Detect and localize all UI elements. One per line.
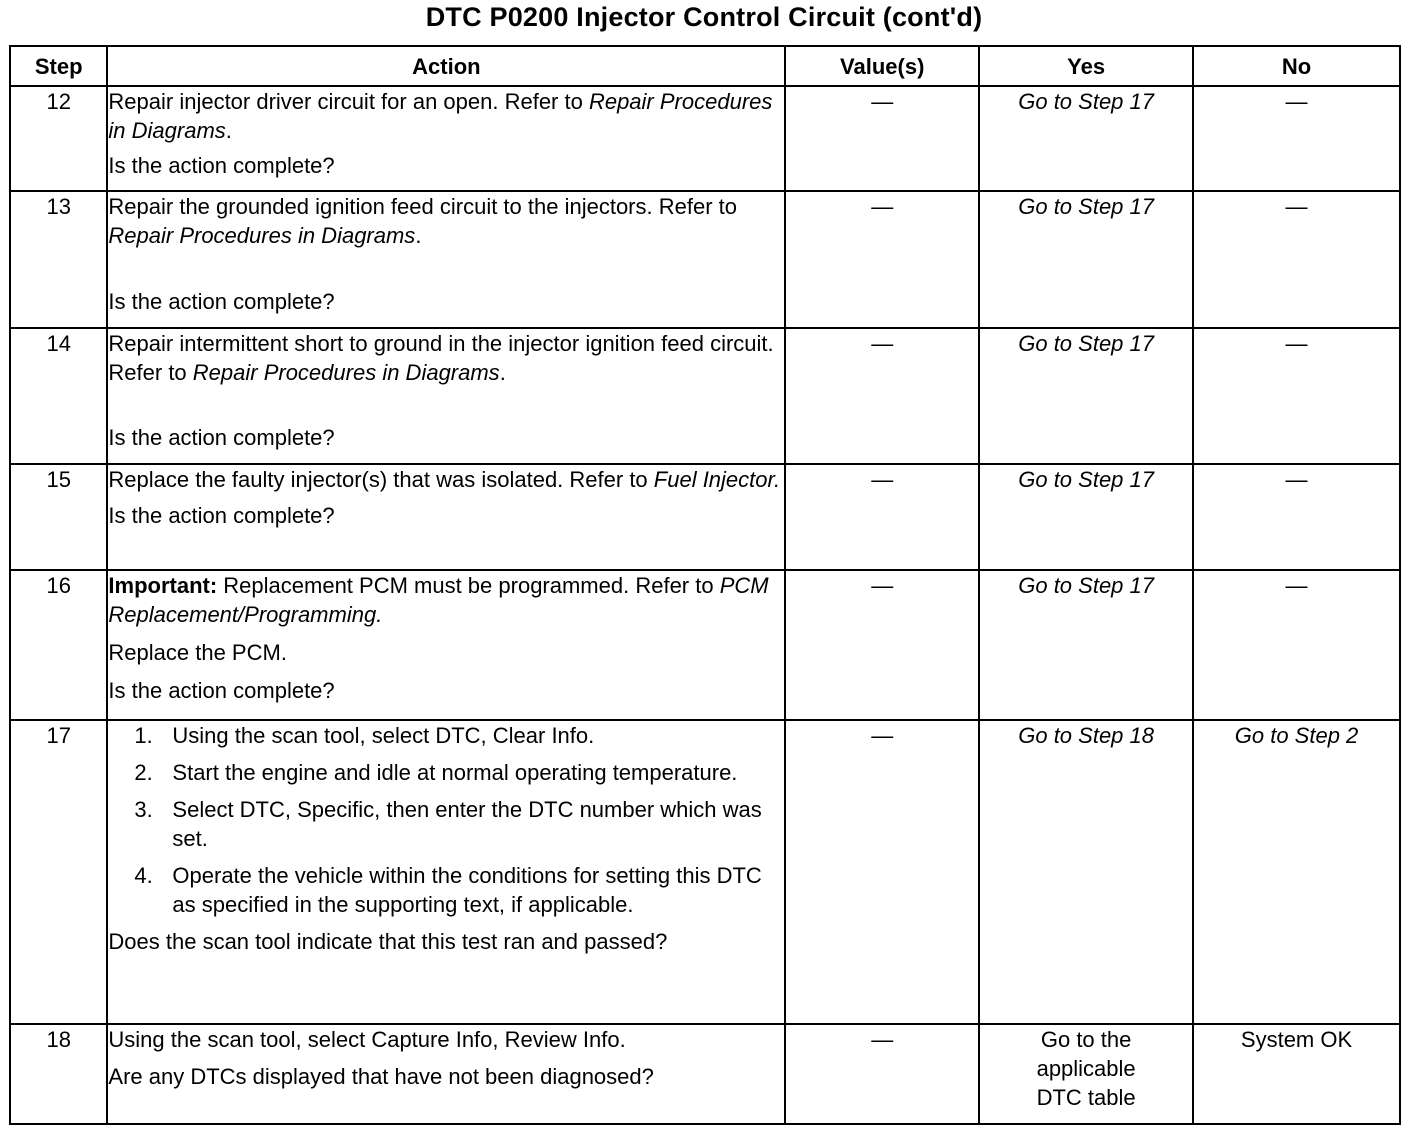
step-number: 17 [10, 720, 107, 1024]
action-cell [107, 464, 785, 570]
no-result: — [1193, 328, 1400, 464]
diagnostic-table [9, 45, 1401, 1125]
action-cell [107, 328, 785, 464]
action-reference: Repair Procedures in Diagrams [192, 360, 500, 385]
value-cell: — [785, 191, 979, 328]
action-reference: Fuel Injector. [653, 467, 781, 492]
yes-result: Go to Step 17 [979, 464, 1193, 570]
action-cell [107, 570, 785, 720]
procedure-list [108, 721, 784, 919]
list-item-text: Start the engine and idle at normal operating temperature. [172, 760, 738, 785]
action-reference: Repair Procedures in Diagrams [108, 223, 416, 248]
value-cell: — [785, 1024, 979, 1124]
header-yes: Yes [979, 46, 1193, 86]
no-result: — [1193, 570, 1400, 720]
step-number: 16 [10, 570, 107, 720]
no-result: System OK [1193, 1024, 1400, 1124]
list-item [108, 795, 784, 853]
list-item-number: 4. [134, 863, 153, 888]
yes-result: Go to Step 17 [979, 86, 1193, 191]
no-result: — [1193, 464, 1400, 570]
header-action: Action [107, 46, 785, 86]
action-question: Is the action complete? [108, 289, 335, 314]
list-item-number: 3. [134, 797, 153, 822]
no-result: — [1193, 191, 1400, 328]
action-question: Are any DTCs displayed that have not been diagnosed? [108, 1064, 654, 1089]
yes-result: Go to Step 17 [979, 570, 1193, 720]
action-question: Is the action complete? [108, 503, 335, 528]
action-instruction: Replace the PCM. [108, 640, 287, 665]
header-no: No [1193, 46, 1400, 86]
list-item-text: Select DTC, Specific, then enter the DTC number which was set. [172, 797, 762, 851]
header-step: Step [10, 46, 107, 86]
table-row [10, 570, 1400, 720]
step-number: 14 [10, 328, 107, 464]
action-end: . [499, 360, 506, 385]
list-item-number: 1. [134, 723, 153, 748]
no-result: — [1193, 86, 1400, 191]
yes-result: Go to Step 17 [979, 328, 1193, 464]
step-number: 13 [10, 191, 107, 328]
table-row [10, 464, 1400, 570]
table-row [10, 86, 1400, 191]
list-item [108, 758, 784, 787]
action-cell [107, 191, 785, 328]
yes-result [979, 1024, 1193, 1124]
important-label: Important: [108, 573, 218, 598]
page-title: DTC P0200 Injector Control Circuit (cont'd) [425, 2, 983, 32]
value-cell: — [785, 328, 979, 464]
action-cell [107, 720, 785, 1024]
step-number: 12 [10, 86, 107, 191]
action-cell [107, 1024, 785, 1124]
yes-result: Go to Step 18 [979, 720, 1193, 1024]
table-row [10, 1024, 1400, 1124]
action-text: Replace the faulty injector(s) that was isolated. Refer to [108, 467, 654, 492]
action-reference: Repair Procedures in Diagrams [108, 89, 773, 143]
yes-result-text: Go to the applicable DTC table [1036, 1027, 1136, 1110]
table-row [10, 720, 1400, 1024]
action-text: Repair intermittent short to ground in the injector ignition feed circuit. Refer to [108, 331, 774, 385]
header-values: Value(s) [785, 46, 979, 86]
action-text: Repair injector driver circuit for an open. Refer to [108, 89, 589, 114]
step-number: 15 [10, 464, 107, 570]
action-question: Is the action complete? [108, 153, 335, 178]
table-row [10, 191, 1400, 328]
action-question: Is the action complete? [108, 425, 335, 450]
action-cell [107, 86, 785, 191]
action-end: . [415, 223, 422, 248]
table-header-row [10, 46, 1400, 86]
list-item [108, 721, 784, 750]
value-cell: — [785, 464, 979, 570]
action-text: Replacement PCM must be programmed. Refer to [217, 573, 720, 598]
list-item-number: 2. [134, 760, 153, 785]
no-result: Go to Step 2 [1193, 720, 1400, 1024]
value-cell: — [785, 86, 979, 191]
list-item-text: Operate the vehicle within the conditions for setting this DTC as specified in the supporting text, if applicable. [172, 863, 762, 917]
action-question: Does the scan tool indicate that this test ran and passed? [108, 929, 668, 954]
value-cell: — [785, 720, 979, 1024]
step-number: 18 [10, 1024, 107, 1124]
table-row [10, 328, 1400, 464]
list-item-text: Using the scan tool, select DTC, Clear Info. [172, 723, 595, 748]
action-question: Is the action complete? [108, 678, 335, 703]
yes-result: Go to Step 17 [979, 191, 1193, 328]
list-item [108, 861, 784, 919]
action-reference: PCM Replacement/Programming. [108, 573, 769, 627]
value-cell: — [785, 570, 979, 720]
action-instruction: Using the scan tool, select Capture Info, Review Info. [108, 1027, 626, 1052]
action-text: Repair the grounded ignition feed circuit to the injectors. Refer to [108, 194, 737, 219]
action-end: . [225, 118, 232, 143]
